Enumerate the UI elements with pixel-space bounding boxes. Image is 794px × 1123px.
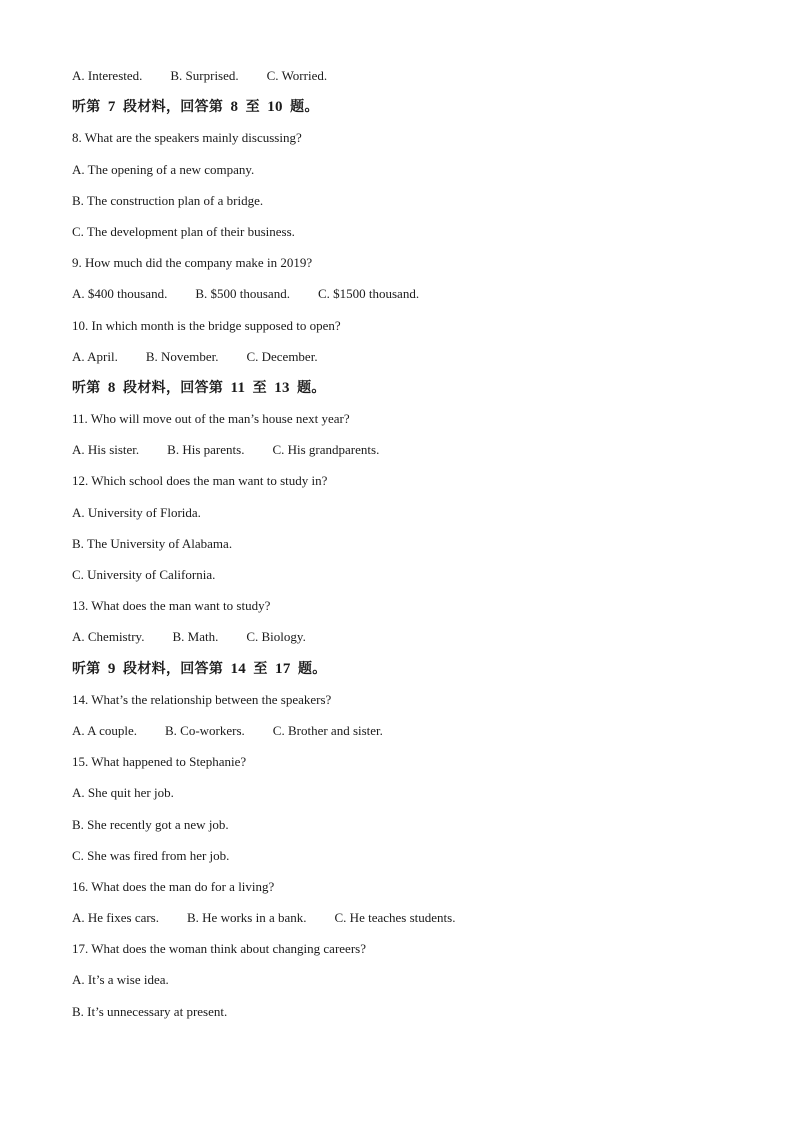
section-heading (72, 97, 732, 128)
section-heading (72, 659, 732, 690)
section-number: 13 (274, 379, 290, 396)
answer-options (72, 347, 732, 378)
question-line: 17. What does the woman think about changing careers? (72, 941, 366, 957)
section-text: 听第 (72, 660, 101, 677)
answer-options (72, 908, 732, 939)
option-a: A. He fixes cars. (72, 910, 159, 926)
section-text: 题。 (290, 99, 319, 116)
option-b: B. Math. (172, 629, 219, 645)
question-line: 8. What are the speakers mainly discussing? (72, 130, 302, 146)
option-a: A. Interested. (72, 68, 143, 83)
option-a: A. April. (72, 348, 118, 364)
option-c: C. Brother and sister. (272, 722, 383, 738)
section-number: 7 (107, 99, 116, 116)
section-number: 17 (275, 660, 291, 677)
section-text: 段材料，回答第 (123, 660, 224, 677)
section-number: 8 (107, 379, 116, 396)
section-text: 题。 (297, 660, 327, 677)
option-b: B. Surprised. (170, 68, 239, 83)
section-text: 题。 (297, 379, 326, 396)
option-c: C. Biology. (246, 629, 306, 645)
question-line: C. The development plan of their business. (72, 223, 295, 239)
option-b: B. He works in a bank. (187, 910, 307, 926)
option-c: C. Worried. (266, 68, 328, 83)
section-number: 8 (230, 99, 239, 116)
question-line: 12. Which school does the man want to study in? (72, 473, 328, 489)
section-number: 14 (230, 660, 247, 677)
question-line: A. She quit her job. (72, 785, 174, 801)
question-line: B. It’s unnecessary at present. (72, 1003, 228, 1019)
question-line: C. She was fired from her job. (72, 847, 230, 863)
answer-options (72, 721, 732, 752)
section-number: 10 (267, 99, 283, 116)
answer-options (72, 66, 732, 97)
option-c: C. $1500 thousand. (317, 286, 420, 302)
question-line: 16. What does the man do for a living? (72, 878, 275, 894)
section-text: 至 (252, 379, 267, 396)
section-text: 听第 (72, 99, 101, 116)
answer-options (72, 284, 732, 315)
answer-options (72, 627, 732, 658)
option-b: B. His parents. (167, 442, 245, 458)
option-c: C. He teaches students. (334, 910, 456, 926)
question-line: B. The construction plan of a bridge. (72, 192, 264, 208)
exam-page (72, 66, 732, 1033)
question-line: 9. How much did the company make in 2019? (72, 255, 313, 271)
section-heading (72, 378, 732, 409)
option-a: A. A couple. (72, 722, 137, 738)
option-a: A. $400 thousand. (72, 286, 168, 302)
section-number: 9 (107, 660, 116, 677)
question-line: 10. In which month is the bridge supposed to open? (72, 317, 341, 333)
option-b: B. Co-workers. (165, 722, 245, 738)
question-line: 11. Who will move out of the man’s house next year? (72, 411, 350, 427)
question-line: A. It’s a wise idea. (72, 972, 169, 988)
question-line: C. University of California. (72, 567, 216, 582)
question-line: A. University of Florida. (72, 504, 201, 520)
section-number: 11 (230, 379, 246, 396)
question-line: B. She recently got a new job. (72, 816, 229, 832)
option-c: C. December. (246, 348, 318, 364)
answer-options (72, 440, 732, 471)
option-b: B. $500 thousand. (195, 286, 290, 302)
option-a: A. Chemistry. (72, 629, 145, 645)
option-a: A. His sister. (72, 442, 140, 458)
option-c: C. His grandparents. (272, 442, 380, 458)
question-line: 15. What happened to Stephanie? (72, 754, 247, 770)
section-text: 段材料，回答第 (123, 99, 224, 116)
question-line: 13. What does the man want to study? (72, 598, 271, 614)
question-line: A. The opening of a new company. (72, 161, 255, 177)
question-line: B. The University of Alabama. (72, 535, 233, 551)
section-text: 听第 (72, 379, 101, 396)
section-text: 至 (253, 660, 268, 677)
question-line: 14. What’s the relationship between the speakers? (72, 691, 332, 707)
section-text: 段材料，回答第 (123, 379, 224, 396)
section-text: 至 (245, 99, 260, 116)
option-b: B. November. (145, 348, 219, 364)
